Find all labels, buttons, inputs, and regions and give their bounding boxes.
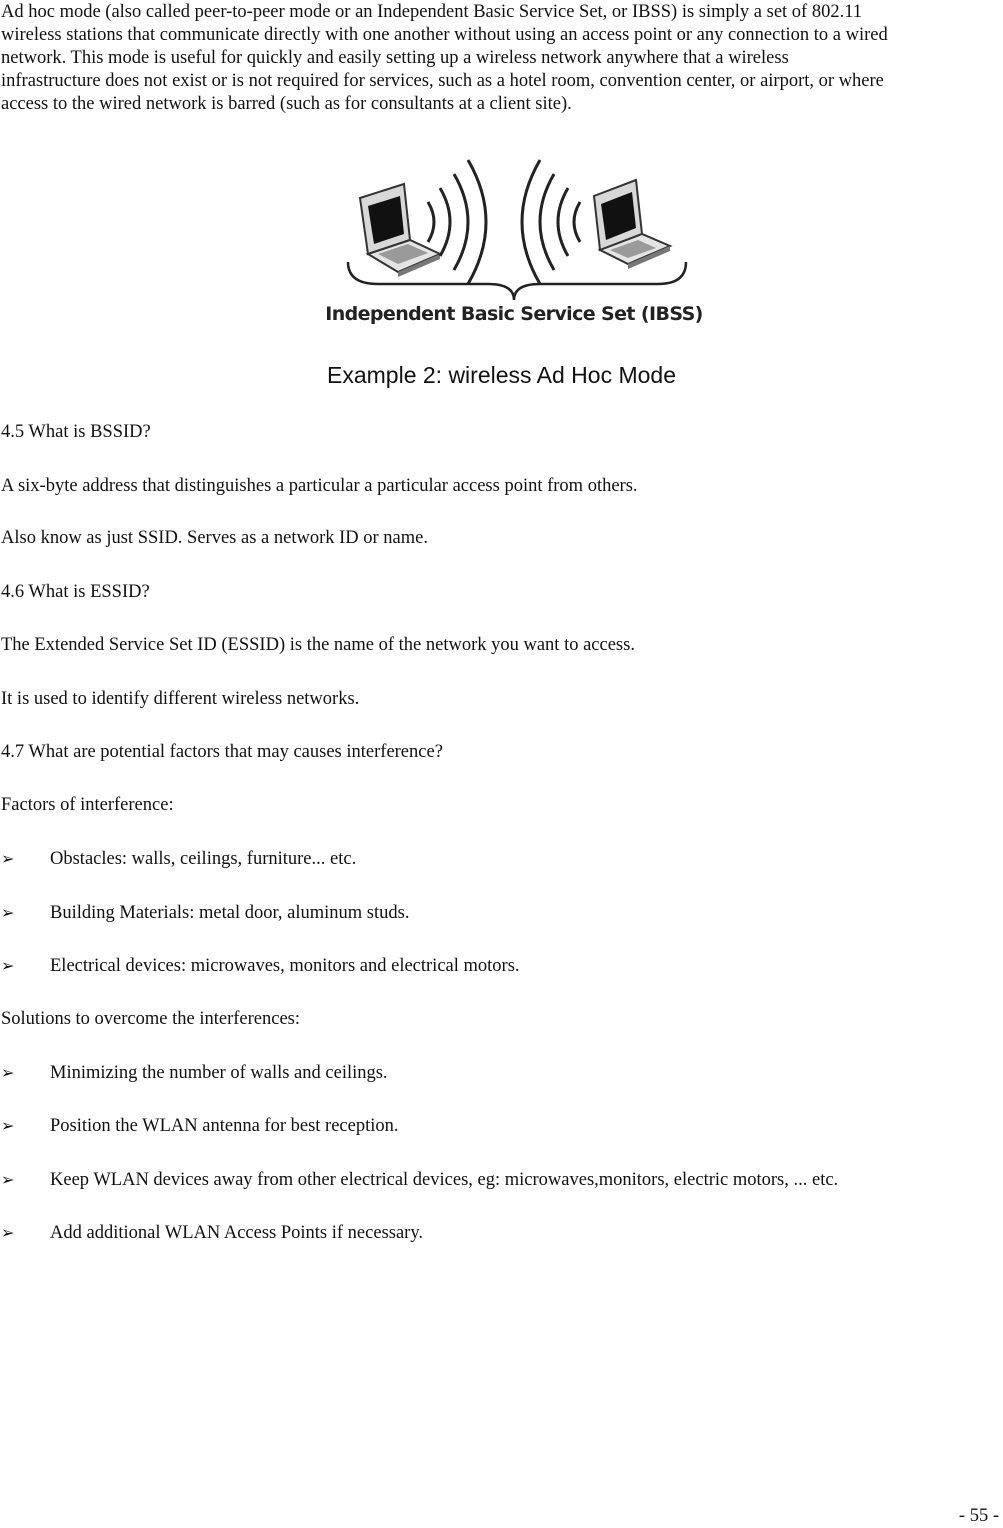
list-item-text: Add additional WLAN Access Points if necessary. xyxy=(50,1223,424,1243)
list-item-text: Keep WLAN devices away from other electrical devices, eg: microwaves,monitors, electric motors, ... etc. xyxy=(50,1170,839,1190)
intro-line: infrastructure does not exist or is not required for services, such as a hotel room, convention center, or airport, or where xyxy=(1,71,884,91)
arrow-bullet-icon: ➢ xyxy=(1,956,15,975)
intro-line: network. This mode is useful for quickly and easily setting up a wireless network anywhere that a wireless xyxy=(1,48,789,68)
left-laptop-icon xyxy=(360,184,440,277)
arrow-bullet-icon: ➢ xyxy=(1,1116,15,1135)
paragraph: A six-byte address that distinguishes a particular a particular access point from others. xyxy=(1,476,638,496)
left-signal-icon xyxy=(428,160,486,284)
list-item-text: Minimizing the number of walls and ceilings. xyxy=(50,1063,388,1083)
figure-label: Independent Basic Service Set (IBSS) xyxy=(325,303,703,325)
list-item-text: Building Materials: metal door, aluminum studs. xyxy=(50,903,410,923)
arrow-bullet-icon: ➢ xyxy=(1,1170,15,1189)
figure-caption: Example 2: wireless Ad Hoc Mode xyxy=(327,362,676,388)
section-heading-interference: 4.7 What are potential factors that may causes interference? xyxy=(1,742,443,762)
solutions-title: Solutions to overcome the interferences: xyxy=(1,1009,300,1029)
intro-line: access to the wired network is barred (such as for consultants at a client site). xyxy=(1,94,572,114)
paragraph: It is used to identify different wireless networks. xyxy=(1,689,360,709)
arrow-bullet-icon: ➢ xyxy=(1,1063,15,1082)
section-heading-bssid: 4.5 What is BSSID? xyxy=(1,422,151,442)
intro-line: wireless stations that communicate directly with one another without using an access point or any connection to a wired xyxy=(1,25,888,45)
factors-title: Factors of interference: xyxy=(1,795,174,815)
section-heading-essid: 4.6 What is ESSID? xyxy=(1,582,150,602)
intro-line: Ad hoc mode (also called peer-to-peer mode or an Independent Basic Service Set, or IBSS) is simply a set of 802.11 xyxy=(1,2,863,22)
list-item-text: Position the WLAN antenna for best reception. xyxy=(50,1116,399,1136)
arrow-bullet-icon: ➢ xyxy=(1,849,15,868)
arrow-bullet-icon: ➢ xyxy=(1,1223,15,1242)
paragraph: Also know as just SSID. Serves as a network ID or name. xyxy=(1,528,428,548)
paragraph: The Extended Service Set ID (ESSID) is the name of the network you want to access. xyxy=(1,635,635,655)
right-signal-icon xyxy=(522,160,580,284)
list-item-text: Electrical devices: microwaves, monitors and electrical motors. xyxy=(50,956,520,976)
list-item-text: Obstacles: walls, ceilings, furniture... etc. xyxy=(50,849,357,869)
ibss-figure xyxy=(318,150,710,332)
arrow-bullet-icon: ➢ xyxy=(1,903,15,922)
right-laptop-icon xyxy=(594,180,670,269)
page-number: - 55 - xyxy=(958,1506,999,1526)
